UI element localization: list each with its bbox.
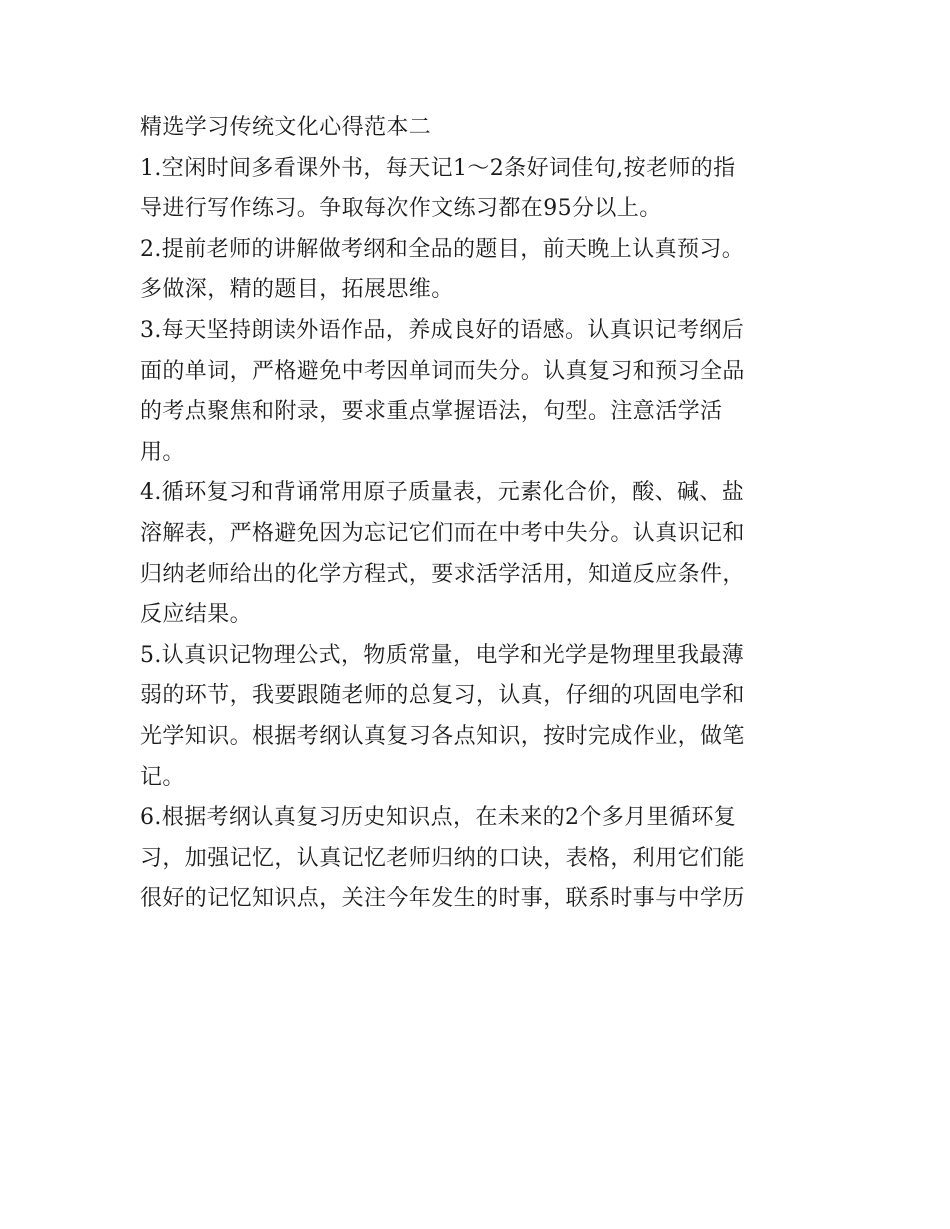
text-line: 3.每天坚持朗读外语作品，养成良好的语感。认真识记考纲后 [140,317,745,343]
text-line: 1.空闲时间多看课外书，每天记1～2条好词佳句,按老师的指 [140,155,736,181]
text-line: 反应结果。 [140,602,253,628]
text-line: 2.提前老师的讲解做考纲和全品的题目，前天晚上认真预习。 [140,236,745,262]
document-title: 精选学习传统文化心得范本二 [140,115,432,140]
text-line: 弱的环节，我要跟随老师的总复习，认真，仔细的巩固电学和 [140,683,745,709]
text-line: 4.循环复习和背诵常用原子质量表，元素化合价，酸、碱、盐 [140,480,745,506]
text-line: 多做深，精的题目，拓展思维。 [140,277,454,303]
text-line: 导进行写作练习。争取每次作文练习都在95分以上。 [140,196,662,222]
text-line: 面的单词，严格避免中考因单词而失分。认真复习和预习全品 [140,358,745,384]
text-line: 用。 [140,439,185,465]
text-line: 归纳老师给出的化学方程式，要求活学活用，知道反应条件， [140,561,745,587]
text-line: 6.根据考纲认真复习历史知识点，在未来的2个多月里循环复 [140,805,737,831]
text-line: 溶解表，严格避免因为忘记它们而在中考中失分。认真识记和 [140,520,745,546]
text-line: 很好的记忆知识点，关注今年发生的时事，联系时事与中学历 [140,886,745,912]
document-body [140,108,820,920]
text-line: 的考点聚焦和附录，要求重点掌握语法，句型。注意活学活 [140,399,723,425]
text-line: 习，加强记忆，认真记忆老师归纳的口诀，表格，利用它们能 [140,845,745,871]
text-line: 光学知识。根据考纲认真复习各点知识，按时完成作业，做笔 [140,723,745,749]
text-line: 记。 [140,764,185,790]
text-line: 5.认真识记物理公式，物质常量，电学和光学是物理里我最薄 [140,642,745,668]
